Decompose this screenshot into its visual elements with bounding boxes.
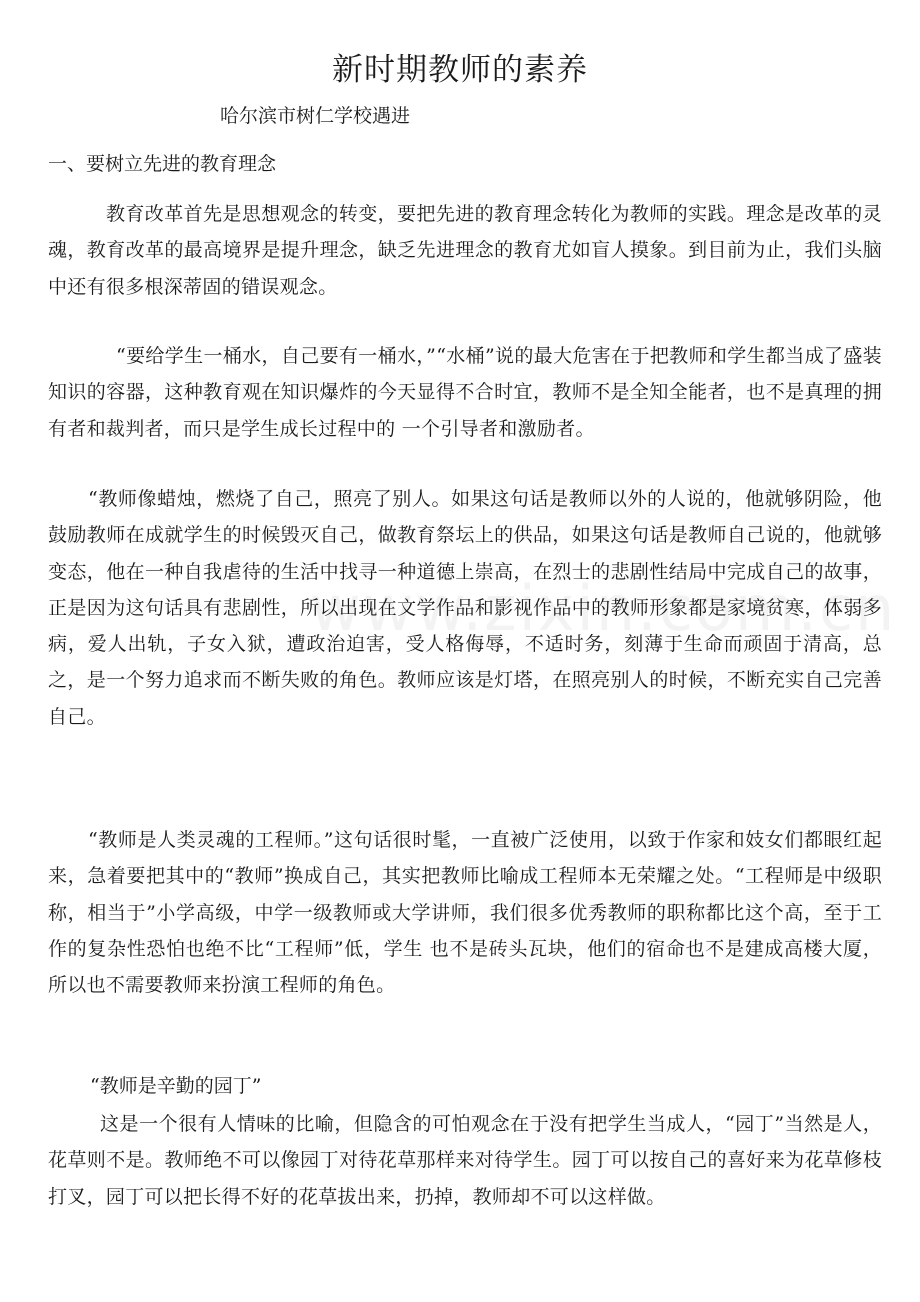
document-author: 哈尔滨市树仁学校遇进 xyxy=(220,105,411,127)
paragraph: “教师像蜡烛，燃烧了自己，照亮了别人。如果这句话是教师以外的人说的，他就够阴险，他鼓励教师在成就学生的时候毁灭自己，做教育祭坛上的供品，如果这句话是教师自己说的，他就够变态，他在一种自我虐待的生活中找寻一种道德上崇高，在烈士的悲剧性结局中完成自己的故事，正是因为这句话具有悲剧性，所以出现在文学作品和影视作品中的教师形象都是家境贫寒，体弱多病，爱人出轨，子女入狱，遭政治迫害，受人格侮辱，不适时务，刻薄于生命而顽固于清高，总之，是一个努力追求而不断失败的角色。教师应该是灯塔，在照亮别人的时候，不断充实自己完善自己。 xyxy=(48,488,882,728)
section-heading: 一、要树立先进的教育理念 xyxy=(48,153,277,175)
paragraph: “教师是人类灵魂的工程师。”这句话很时髦，一直被广泛使用，以致于作家和妓女们都眼红起来，急着要把其中的“教师”换成自己，其实把教师比喻成工程师本无荣耀之处。“工程师是中级职称，相当于”小学高级，中学一级教师或大学讲师，我们很多优秀教师的职称都比这个高，至于工作的复杂性恐怕也绝不比“工程师”低，学生 也不是砖头瓦块，他们的宿命也不是建成高楼大厦，所以也不需要教师来扮演工程师的角色。 xyxy=(48,829,882,997)
paragraph: 教育改革首先是思想观念的转变，要把先进的教育理念转化为教师的实践。理念是改革的灵魂，教育改革的最高境界是提升理念，缺乏先进理念的教育尤如盲人摸象。到目前为止，我们头脑中还有很多根深蒂固的错误观念。 xyxy=(48,203,882,298)
paragraph: 这是一个很有人情味的比喻，但隐含的可怕观念在于没有把学生当成人，“园丁”当然是人，花草则不是。教师绝不可以像园丁对待花草那样来对待学生。园丁可以按自己的喜好来为花草修枝打叉，园丁可以把长得不好的花草拔出来，扔掉，教师却不可以这样做。 xyxy=(48,1113,882,1208)
subheading-gardener: “教师是辛勤的园丁” xyxy=(90,1075,262,1097)
paragraph: “要给学生一桶水，自己要有一桶水，”“水桶”说的最大危害在于把教师和学生都当成了盛装知识的容器，这种教育观在知识爆炸的今天显得不合时宜，教师不是全知全能者，也不是真理的拥有者和裁判者，而只是学生成长过程中的 一个引导者和激励者。 xyxy=(48,345,882,440)
document-title: 新时期教师的素养 xyxy=(332,52,588,88)
